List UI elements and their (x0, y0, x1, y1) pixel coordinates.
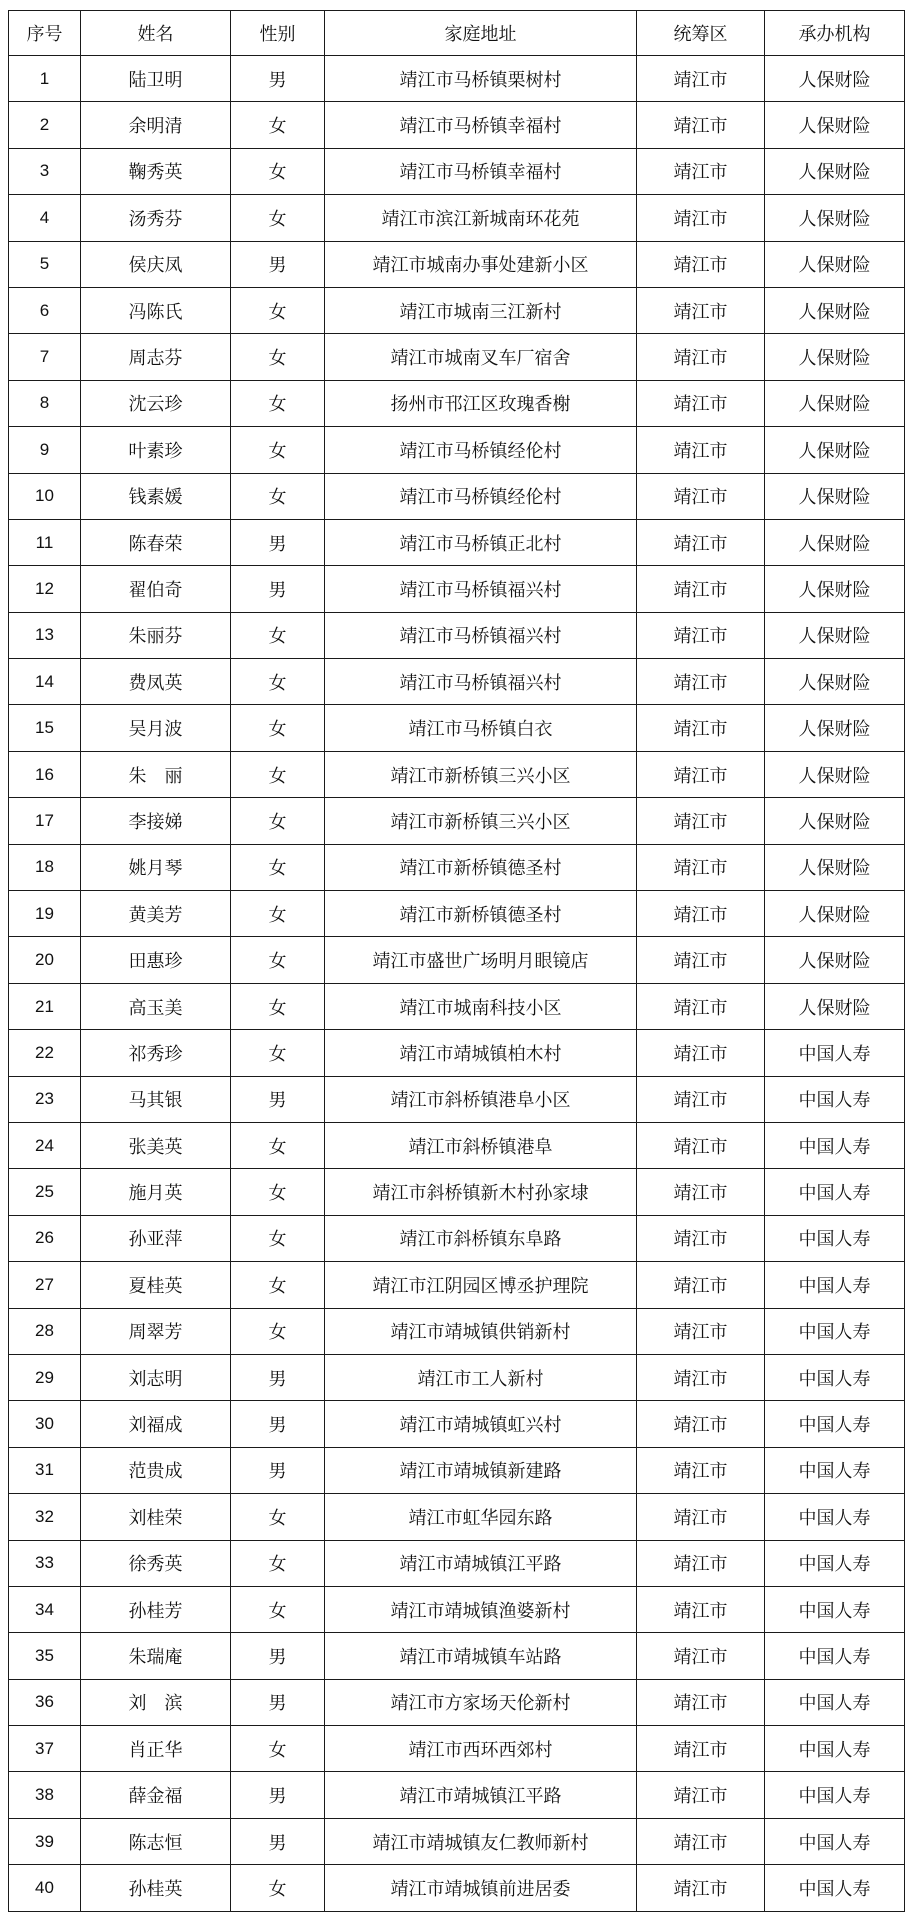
cell-index: 28 (9, 1308, 81, 1354)
cell-name: 陆卫明 (81, 56, 231, 102)
cell-address: 靖江市盛世广场明月眼镜店 (325, 937, 637, 983)
cell-district: 靖江市 (637, 844, 765, 890)
cell-institution: 人保财险 (765, 705, 905, 751)
cell-gender: 女 (231, 1308, 325, 1354)
cell-district: 靖江市 (637, 1354, 765, 1400)
cell-address: 靖江市马桥镇白衣 (325, 705, 637, 751)
cell-gender: 女 (231, 937, 325, 983)
cell-name: 费凤英 (81, 659, 231, 705)
cell-institution: 人保财险 (765, 195, 905, 241)
cell-address: 靖江市靖城镇友仁教师新村 (325, 1818, 637, 1864)
cell-district: 靖江市 (637, 519, 765, 565)
table-row (9, 1586, 905, 1632)
cell-index: 29 (9, 1354, 81, 1400)
cell-institution: 中国人寿 (765, 1354, 905, 1400)
cell-gender: 男 (231, 1818, 325, 1864)
cell-institution: 人保财险 (765, 427, 905, 473)
cell-address: 靖江市靖城镇供销新村 (325, 1308, 637, 1354)
cell-index: 14 (9, 659, 81, 705)
cell-name: 孙亚萍 (81, 1215, 231, 1261)
cell-gender: 女 (231, 1169, 325, 1215)
cell-gender: 女 (231, 195, 325, 241)
header-district: 统筹区 (637, 11, 765, 56)
cell-name: 朱丽芬 (81, 612, 231, 658)
table-row (9, 1494, 905, 1540)
cell-name: 孙桂英 (81, 1865, 231, 1911)
cell-index: 19 (9, 891, 81, 937)
cell-address: 靖江市马桥镇福兴村 (325, 612, 637, 658)
cell-district: 靖江市 (637, 705, 765, 751)
cell-district: 靖江市 (637, 937, 765, 983)
cell-name: 薛金福 (81, 1772, 231, 1818)
cell-district: 靖江市 (637, 1494, 765, 1540)
cell-institution: 中国人寿 (765, 1633, 905, 1679)
table-row (9, 1030, 905, 1076)
table-row (9, 473, 905, 519)
cell-address: 靖江市方家场天伦新村 (325, 1679, 637, 1725)
cell-address: 靖江市斜桥镇港阜小区 (325, 1076, 637, 1122)
cell-index: 38 (9, 1772, 81, 1818)
cell-name: 刘桂荣 (81, 1494, 231, 1540)
cell-name: 孙桂芳 (81, 1586, 231, 1632)
cell-institution: 人保财险 (765, 473, 905, 519)
cell-gender: 女 (231, 1215, 325, 1261)
cell-name: 朱瑞庵 (81, 1633, 231, 1679)
cell-name: 施月英 (81, 1169, 231, 1215)
cell-address: 靖江市新桥镇德圣村 (325, 844, 637, 890)
cell-institution: 人保财险 (765, 891, 905, 937)
table-row (9, 1169, 905, 1215)
cell-address: 靖江市斜桥镇新木村孙家埭 (325, 1169, 637, 1215)
cell-index: 15 (9, 705, 81, 751)
cell-institution: 中国人寿 (765, 1540, 905, 1586)
cell-index: 33 (9, 1540, 81, 1586)
cell-institution: 人保财险 (765, 380, 905, 426)
cell-institution: 中国人寿 (765, 1076, 905, 1122)
cell-institution: 中国人寿 (765, 1169, 905, 1215)
cell-index: 13 (9, 612, 81, 658)
cell-address: 靖江市工人新村 (325, 1354, 637, 1400)
cell-address: 靖江市新桥镇德圣村 (325, 891, 637, 937)
cell-name: 冯陈氏 (81, 287, 231, 333)
cell-address: 扬州市邗江区玫瑰香榭 (325, 380, 637, 426)
table-row (9, 1354, 905, 1400)
cell-gender: 男 (231, 56, 325, 102)
cell-name: 刘福成 (81, 1401, 231, 1447)
cell-district: 靖江市 (637, 1818, 765, 1864)
cell-address: 靖江市新桥镇三兴小区 (325, 751, 637, 797)
cell-gender: 女 (231, 1494, 325, 1540)
cell-gender: 女 (231, 1726, 325, 1772)
cell-district: 靖江市 (637, 1726, 765, 1772)
cell-gender: 女 (231, 380, 325, 426)
cell-gender: 男 (231, 1772, 325, 1818)
cell-institution: 人保财险 (765, 56, 905, 102)
cell-gender: 女 (231, 798, 325, 844)
beneficiary-table (8, 10, 905, 1912)
cell-institution: 中国人寿 (765, 1030, 905, 1076)
cell-institution: 中国人寿 (765, 1215, 905, 1261)
table-row (9, 659, 905, 705)
table-row (9, 334, 905, 380)
cell-institution: 人保财险 (765, 241, 905, 287)
cell-address: 靖江市斜桥镇东阜路 (325, 1215, 637, 1261)
cell-address: 靖江市靖城镇虹兴村 (325, 1401, 637, 1447)
cell-district: 靖江市 (637, 473, 765, 519)
cell-name: 李接娣 (81, 798, 231, 844)
header-index: 序号 (9, 11, 81, 56)
cell-address: 靖江市靖城镇新建路 (325, 1447, 637, 1493)
cell-index: 22 (9, 1030, 81, 1076)
table-row (9, 1633, 905, 1679)
table-row (9, 1679, 905, 1725)
cell-gender: 女 (231, 983, 325, 1029)
cell-institution: 人保财险 (765, 519, 905, 565)
table-row (9, 705, 905, 751)
cell-name: 叶素珍 (81, 427, 231, 473)
header-gender: 性别 (231, 11, 325, 56)
cell-index: 10 (9, 473, 81, 519)
cell-address: 靖江市靖城镇江平路 (325, 1772, 637, 1818)
cell-index: 40 (9, 1865, 81, 1911)
cell-name: 范贵成 (81, 1447, 231, 1493)
cell-gender: 女 (231, 659, 325, 705)
cell-index: 37 (9, 1726, 81, 1772)
cell-district: 靖江市 (637, 287, 765, 333)
cell-name: 田惠珍 (81, 937, 231, 983)
cell-gender: 女 (231, 102, 325, 148)
table-row (9, 1401, 905, 1447)
table-row (9, 1772, 905, 1818)
cell-index: 18 (9, 844, 81, 890)
cell-gender: 女 (231, 1865, 325, 1911)
cell-gender: 男 (231, 519, 325, 565)
cell-district: 靖江市 (637, 659, 765, 705)
header-address: 家庭地址 (325, 11, 637, 56)
cell-district: 靖江市 (637, 983, 765, 1029)
cell-address: 靖江市马桥镇正北村 (325, 519, 637, 565)
cell-institution: 人保财险 (765, 148, 905, 194)
cell-district: 靖江市 (637, 1679, 765, 1725)
header-row (9, 11, 905, 56)
table-row (9, 241, 905, 287)
cell-address: 靖江市滨江新城南环花苑 (325, 195, 637, 241)
cell-name: 祁秀珍 (81, 1030, 231, 1076)
table-row (9, 1262, 905, 1308)
cell-district: 靖江市 (637, 1308, 765, 1354)
cell-gender: 女 (231, 705, 325, 751)
cell-index: 7 (9, 334, 81, 380)
cell-district: 靖江市 (637, 56, 765, 102)
cell-institution: 中国人寿 (765, 1308, 905, 1354)
cell-institution: 中国人寿 (765, 1262, 905, 1308)
cell-index: 2 (9, 102, 81, 148)
cell-district: 靖江市 (637, 1772, 765, 1818)
cell-district: 靖江市 (637, 1447, 765, 1493)
cell-index: 27 (9, 1262, 81, 1308)
cell-gender: 男 (231, 1679, 325, 1725)
cell-address: 靖江市虹华园东路 (325, 1494, 637, 1540)
cell-index: 17 (9, 798, 81, 844)
header-institution: 承办机构 (765, 11, 905, 56)
cell-institution: 人保财险 (765, 102, 905, 148)
cell-index: 20 (9, 937, 81, 983)
header-name: 姓名 (81, 11, 231, 56)
table-row (9, 148, 905, 194)
table-row (9, 1447, 905, 1493)
cell-district: 靖江市 (637, 1215, 765, 1261)
cell-index: 36 (9, 1679, 81, 1725)
cell-index: 35 (9, 1633, 81, 1679)
cell-name: 肖正华 (81, 1726, 231, 1772)
cell-index: 3 (9, 148, 81, 194)
cell-name: 刘志明 (81, 1354, 231, 1400)
cell-name: 徐秀英 (81, 1540, 231, 1586)
cell-district: 靖江市 (637, 612, 765, 658)
cell-district: 靖江市 (637, 380, 765, 426)
cell-institution: 中国人寿 (765, 1586, 905, 1632)
table-row (9, 195, 905, 241)
cell-address: 靖江市靖城镇前进居委 (325, 1865, 637, 1911)
cell-gender: 女 (231, 1262, 325, 1308)
cell-index: 30 (9, 1401, 81, 1447)
table-row (9, 844, 905, 890)
cell-name: 夏桂英 (81, 1262, 231, 1308)
cell-district: 靖江市 (637, 798, 765, 844)
cell-name: 马其银 (81, 1076, 231, 1122)
cell-address: 靖江市城南三江新村 (325, 287, 637, 333)
table-row (9, 380, 905, 426)
cell-name: 侯庆凤 (81, 241, 231, 287)
cell-gender: 女 (231, 891, 325, 937)
cell-district: 靖江市 (637, 1122, 765, 1168)
cell-index: 34 (9, 1586, 81, 1632)
cell-name: 翟伯奇 (81, 566, 231, 612)
table-row (9, 1308, 905, 1354)
cell-index: 16 (9, 751, 81, 797)
cell-index: 21 (9, 983, 81, 1029)
table-body (9, 56, 905, 1912)
cell-address: 靖江市江阴园区博丞护理院 (325, 1262, 637, 1308)
table-row (9, 891, 905, 937)
cell-gender: 女 (231, 1540, 325, 1586)
cell-gender: 男 (231, 1401, 325, 1447)
cell-index: 11 (9, 519, 81, 565)
cell-district: 靖江市 (637, 195, 765, 241)
cell-index: 23 (9, 1076, 81, 1122)
table-row (9, 1076, 905, 1122)
cell-gender: 男 (231, 241, 325, 287)
table-row (9, 1540, 905, 1586)
cell-institution: 中国人寿 (765, 1865, 905, 1911)
cell-index: 5 (9, 241, 81, 287)
cell-institution: 人保财险 (765, 798, 905, 844)
cell-district: 靖江市 (637, 334, 765, 380)
cell-name: 沈云珍 (81, 380, 231, 426)
cell-gender: 女 (231, 751, 325, 797)
table-row (9, 427, 905, 473)
cell-institution: 人保财险 (765, 983, 905, 1029)
cell-gender: 男 (231, 1447, 325, 1493)
cell-gender: 女 (231, 1122, 325, 1168)
cell-institution: 中国人寿 (765, 1726, 905, 1772)
cell-institution: 中国人寿 (765, 1772, 905, 1818)
cell-district: 靖江市 (637, 1633, 765, 1679)
table-row (9, 56, 905, 102)
cell-gender: 男 (231, 566, 325, 612)
cell-address: 靖江市马桥镇幸福村 (325, 102, 637, 148)
cell-index: 1 (9, 56, 81, 102)
cell-index: 4 (9, 195, 81, 241)
cell-institution: 人保财险 (765, 844, 905, 890)
cell-address: 靖江市斜桥镇港阜 (325, 1122, 637, 1168)
table-row (9, 751, 905, 797)
cell-name: 朱 丽 (81, 751, 231, 797)
cell-gender: 女 (231, 1586, 325, 1632)
cell-name: 周志芬 (81, 334, 231, 380)
cell-district: 靖江市 (637, 1030, 765, 1076)
cell-district: 靖江市 (637, 1540, 765, 1586)
cell-name: 钱素媛 (81, 473, 231, 519)
cell-district: 靖江市 (637, 427, 765, 473)
cell-name: 陈志恒 (81, 1818, 231, 1864)
cell-address: 靖江市靖城镇柏木村 (325, 1030, 637, 1076)
table-row (9, 1818, 905, 1864)
cell-index: 12 (9, 566, 81, 612)
cell-address: 靖江市靖城镇渔婆新村 (325, 1586, 637, 1632)
cell-address: 靖江市马桥镇幸福村 (325, 148, 637, 194)
cell-institution: 中国人寿 (765, 1447, 905, 1493)
cell-address: 靖江市新桥镇三兴小区 (325, 798, 637, 844)
cell-institution: 人保财险 (765, 751, 905, 797)
cell-institution: 人保财险 (765, 287, 905, 333)
cell-institution: 中国人寿 (765, 1818, 905, 1864)
cell-institution: 中国人寿 (765, 1401, 905, 1447)
table-row (9, 519, 905, 565)
cell-institution: 中国人寿 (765, 1494, 905, 1540)
table-row (9, 1122, 905, 1168)
cell-name: 刘 滨 (81, 1679, 231, 1725)
cell-address: 靖江市马桥镇经伦村 (325, 427, 637, 473)
cell-gender: 女 (231, 148, 325, 194)
cell-district: 靖江市 (637, 1076, 765, 1122)
cell-index: 9 (9, 427, 81, 473)
cell-institution: 人保财险 (765, 612, 905, 658)
table-row (9, 798, 905, 844)
cell-institution: 人保财险 (765, 566, 905, 612)
cell-institution: 人保财险 (765, 937, 905, 983)
cell-district: 靖江市 (637, 566, 765, 612)
table-row (9, 937, 905, 983)
cell-name: 周翠芳 (81, 1308, 231, 1354)
cell-name: 吴月波 (81, 705, 231, 751)
cell-gender: 女 (231, 844, 325, 890)
cell-gender: 女 (231, 612, 325, 658)
table-row (9, 1215, 905, 1261)
cell-gender: 女 (231, 427, 325, 473)
table-row (9, 102, 905, 148)
cell-institution: 人保财险 (765, 334, 905, 380)
cell-institution: 中国人寿 (765, 1122, 905, 1168)
cell-index: 24 (9, 1122, 81, 1168)
cell-index: 32 (9, 1494, 81, 1540)
cell-name: 汤秀芬 (81, 195, 231, 241)
cell-address: 靖江市西环西郊村 (325, 1726, 637, 1772)
table-row (9, 1865, 905, 1911)
cell-district: 靖江市 (637, 751, 765, 797)
cell-gender: 男 (231, 1633, 325, 1679)
cell-name: 黄美芳 (81, 891, 231, 937)
cell-name: 陈春荣 (81, 519, 231, 565)
cell-index: 25 (9, 1169, 81, 1215)
cell-district: 靖江市 (637, 1865, 765, 1911)
cell-institution: 人保财险 (765, 659, 905, 705)
cell-address: 靖江市马桥镇栗树村 (325, 56, 637, 102)
cell-index: 26 (9, 1215, 81, 1261)
table-row (9, 612, 905, 658)
cell-index: 6 (9, 287, 81, 333)
cell-name: 姚月琴 (81, 844, 231, 890)
cell-name: 鞠秀英 (81, 148, 231, 194)
cell-address: 靖江市马桥镇福兴村 (325, 566, 637, 612)
cell-gender: 女 (231, 334, 325, 380)
cell-district: 靖江市 (637, 1169, 765, 1215)
cell-address: 靖江市靖城镇车站路 (325, 1633, 637, 1679)
cell-gender: 男 (231, 1354, 325, 1400)
cell-district: 靖江市 (637, 102, 765, 148)
cell-gender: 男 (231, 1076, 325, 1122)
cell-district: 靖江市 (637, 1401, 765, 1447)
cell-index: 31 (9, 1447, 81, 1493)
cell-name: 张美英 (81, 1122, 231, 1168)
cell-address: 靖江市城南科技小区 (325, 983, 637, 1029)
cell-district: 靖江市 (637, 1262, 765, 1308)
cell-address: 靖江市城南叉车厂宿舍 (325, 334, 637, 380)
cell-index: 8 (9, 380, 81, 426)
cell-district: 靖江市 (637, 1586, 765, 1632)
cell-address: 靖江市城南办事处建新小区 (325, 241, 637, 287)
cell-index: 39 (9, 1818, 81, 1864)
table-row (9, 1726, 905, 1772)
cell-address: 靖江市马桥镇福兴村 (325, 659, 637, 705)
table-row (9, 983, 905, 1029)
cell-institution: 中国人寿 (765, 1679, 905, 1725)
cell-gender: 女 (231, 1030, 325, 1076)
cell-district: 靖江市 (637, 241, 765, 287)
table-row (9, 287, 905, 333)
cell-name: 余明清 (81, 102, 231, 148)
table-row (9, 566, 905, 612)
cell-address: 靖江市马桥镇经伦村 (325, 473, 637, 519)
cell-gender: 女 (231, 287, 325, 333)
cell-district: 靖江市 (637, 891, 765, 937)
cell-name: 高玉美 (81, 983, 231, 1029)
cell-address: 靖江市靖城镇江平路 (325, 1540, 637, 1586)
cell-district: 靖江市 (637, 148, 765, 194)
cell-gender: 女 (231, 473, 325, 519)
